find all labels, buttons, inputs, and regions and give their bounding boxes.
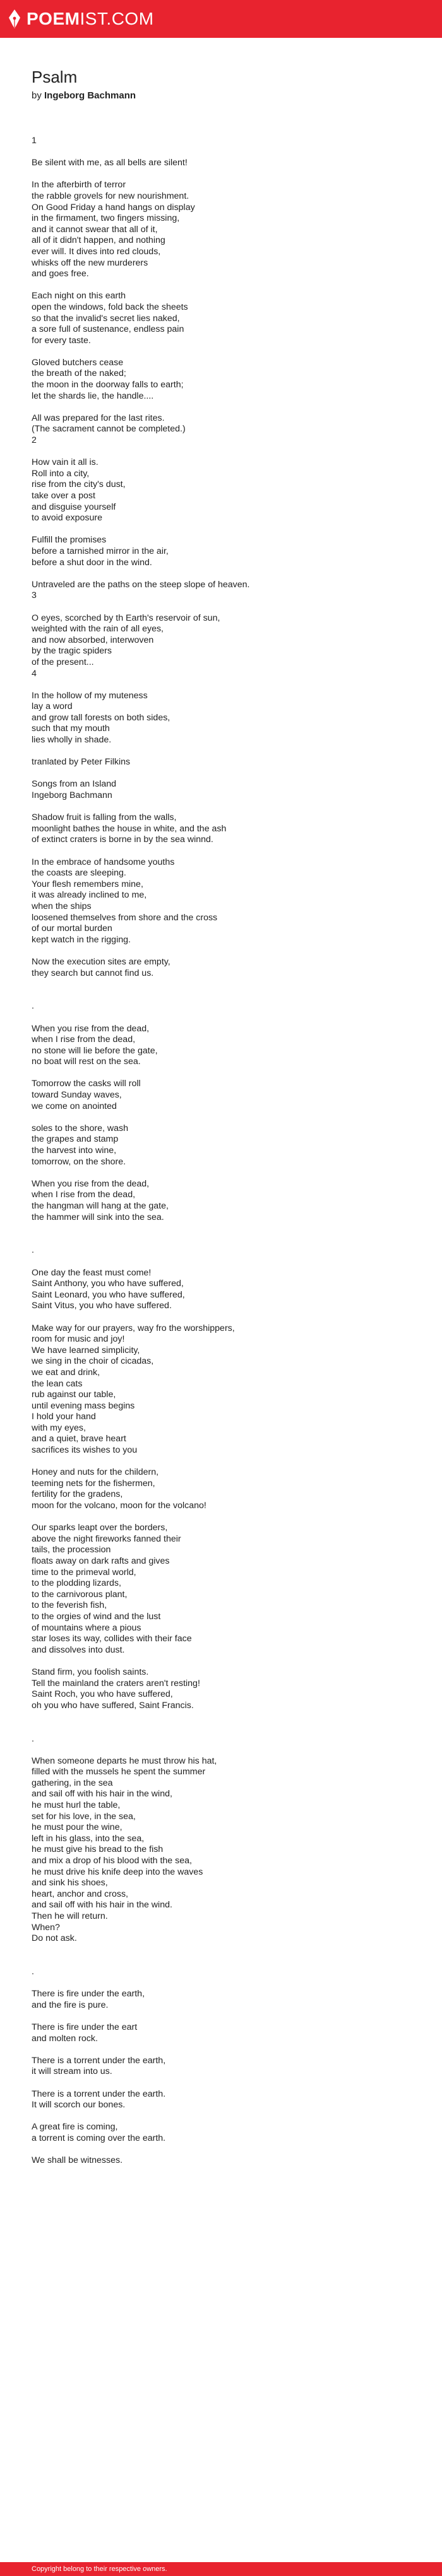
poem-line: lies wholly in shade. <box>32 735 112 746</box>
poem-line: and molten rock. <box>32 2033 98 2044</box>
poem-line: and dissolves into dust. <box>32 1644 125 1655</box>
poem-line: Saint Anthony, you who have suffered, <box>32 1279 184 1289</box>
poem-line: to the feverish fish, <box>32 1600 107 1611</box>
author-line <box>32 89 410 103</box>
poem-line <box>32 1456 410 1468</box>
poem-line: he must hurl the table, <box>32 1800 121 1811</box>
poem-line: When? <box>32 1922 60 1933</box>
poem-line: to the plodding lizards, <box>32 1578 121 1589</box>
logo-text-bold: POEM <box>27 9 80 28</box>
poem-line <box>32 2078 410 2089</box>
poem-line: Stand firm, you foolish saints. <box>32 1666 149 1677</box>
poem-line <box>32 147 410 158</box>
poem-line: tomorrow, on the shore. <box>32 1156 126 1167</box>
poem-line: and a quiet, brave heart <box>32 1434 126 1444</box>
poem-line: above the night fireworks fanned their <box>32 1533 181 1544</box>
poem-line: In the embrace of handsome youths <box>32 857 175 867</box>
poem-line <box>32 1168 410 1179</box>
poem-line <box>32 1223 410 1234</box>
poem-line: There is a torrent under the earth. <box>32 2088 166 2099</box>
poem-line: Your flesh remembers mine, <box>32 879 143 889</box>
poem-line <box>32 990 410 1002</box>
poem-line <box>32 280 410 291</box>
poem-line <box>32 169 410 180</box>
poem-line <box>32 524 410 536</box>
poem-line: lay a word <box>32 701 73 712</box>
poem-line <box>32 1711 410 1723</box>
poem-line: left in his glass, into the sea, <box>32 1833 145 1844</box>
poem-line <box>32 1978 410 1989</box>
poem-line: all of it didn't happen, and nothing <box>32 235 165 246</box>
poem-line: and sail off with his hair in the wind. <box>32 1900 172 1911</box>
poem-line: to avoid exposure <box>32 513 102 524</box>
poem-line: loosened themselves from shore and the cross <box>32 912 218 923</box>
poem-line: teeming nets for the fishermen, <box>32 1478 155 1489</box>
poem-line: It will scorch our bones. <box>32 2100 126 2111</box>
poem-line: rub against our table, <box>32 1390 116 1400</box>
poem-line: All was prepared for the last rites. <box>32 413 165 423</box>
poem-line: when I rise from the dead, <box>32 1034 136 1045</box>
poem-line: (The sacrament cannot be completed.) <box>32 424 186 435</box>
poem-line: oh you who have suffered, Saint Francis. <box>32 1700 194 1711</box>
poem-line: set for his love, in the sea, <box>32 1811 136 1822</box>
poem-line: and disguise yourself <box>32 501 116 512</box>
poem-line: 2 <box>32 435 37 446</box>
poem-line: the lean cats <box>32 1378 83 1389</box>
pen-nib-icon <box>8 9 21 29</box>
logo-text-light: IST.COM <box>80 9 154 28</box>
poem-line: When someone departs he must throw his hat, <box>32 1755 217 1766</box>
poem-line: he must drive his knife deep into the waves <box>32 1866 203 1877</box>
poem-line: Make way for our prayers, way fro the worshippers, <box>32 1323 235 1333</box>
poem-line: Ingeborg Bachmann <box>32 790 112 801</box>
poem-line: tails, the procession <box>32 1545 111 1555</box>
poem-line <box>32 1955 410 1967</box>
poem-line: before a shut door in the wind. <box>32 557 152 568</box>
poem-line: no boat will rest on the sea. <box>32 1057 141 1067</box>
poem-line: There is fire under the earth, <box>32 1989 145 1999</box>
poem-line <box>32 1112 410 1123</box>
poem-line <box>32 1745 410 1756</box>
poem-line: 1 <box>32 136 37 146</box>
poem-line <box>32 402 410 413</box>
poem-line: kept watch in the rigging. <box>32 934 131 945</box>
poem-line <box>32 1234 410 1246</box>
poem-line: before a tarnished mirror in the air, <box>32 546 169 556</box>
poem-line <box>32 1945 410 1956</box>
poem-line: Each night on this earth <box>32 291 126 302</box>
poem-line <box>32 1656 410 1667</box>
copyright-text: Copyright belong to their respective owners. <box>32 2565 167 2573</box>
poem-line: of the present... <box>32 657 94 667</box>
poem-line: On Good Friday a hand hangs on display <box>32 202 195 213</box>
poem-line: In the hollow of my muteness <box>32 690 148 701</box>
poem-line: until evening mass begins <box>32 1400 135 1411</box>
poem-line: . <box>32 1245 34 1256</box>
poem-line <box>32 568 410 580</box>
poem-line: . <box>32 1733 34 1744</box>
poem-line: Roll into a city, <box>32 468 90 479</box>
poem-line: toward Sunday waves, <box>32 1090 122 1101</box>
poem-line <box>32 1012 410 1024</box>
poem-line: moonlight bathes the house in white, and the ash <box>32 823 227 834</box>
poem-line <box>32 1312 410 1323</box>
poem-line <box>32 2111 410 2122</box>
poem-line: time to the primeval world, <box>32 1567 136 1578</box>
poem-line: There is a torrent under the earth, <box>32 2055 166 2066</box>
poem-line: it will stream into us. <box>32 2066 112 2077</box>
poem-line: We have learned simplicity, <box>32 1345 140 1355</box>
poem-line: I hold your hand <box>32 1412 96 1422</box>
poem-line: Tomorrow the casks will roll <box>32 1079 141 1089</box>
poem-line <box>32 846 410 857</box>
poem-line <box>32 2144 410 2155</box>
poem-line <box>32 768 410 780</box>
poem-line: There is fire under the eart <box>32 2022 138 2032</box>
poem-line: in the firmament, two fingers missing, <box>32 213 180 224</box>
poem-body <box>32 136 410 2167</box>
poem-line: gathering, in the sea <box>32 1777 113 1788</box>
site-footer <box>0 2562 442 2576</box>
poem-line: and mix a drop of his blood with the sea, <box>32 1856 192 1866</box>
poem-line <box>32 1723 410 1734</box>
poem-line: How vain it all is. <box>32 457 99 468</box>
site-logo[interactable] <box>8 9 154 29</box>
poem-line <box>32 346 410 358</box>
poem-line <box>32 946 410 957</box>
poem-line: for every taste. <box>32 335 91 346</box>
poem-line: when I rise from the dead, <box>32 1190 136 1200</box>
poem-line: filled with the mussels he spent the summer <box>32 1767 206 1777</box>
poem-line: by the tragic spiders <box>32 646 112 657</box>
poem-line <box>32 602 410 613</box>
poem-line: When you rise from the dead, <box>32 1178 150 1189</box>
poem-line: to the orgies of wind and the lust <box>32 1611 161 1622</box>
poem-line: Now the execution sites are empty, <box>32 956 170 967</box>
poem-line: Do not ask. <box>32 1933 77 1944</box>
poem-line: We shall be witnesses. <box>32 2155 123 2166</box>
poem-line: Untraveled are the paths on the steep slope of heaven. <box>32 579 250 590</box>
poem-line: so that the invalid's secret lies naked, <box>32 313 180 324</box>
poem-line: and now absorbed, interwoven <box>32 635 154 645</box>
poem-line: moon for the volcano, moon for the volcano! <box>32 1501 206 1511</box>
poem-line: to the carnivorous plant, <box>32 1589 128 1600</box>
poem-line: rise from the city's dust, <box>32 479 126 490</box>
poem-line: such that my mouth <box>32 723 110 734</box>
poem-line: A great fire is coming, <box>32 2122 118 2133</box>
poem-line: Saint Roch, you who have suffered, <box>32 1689 173 1700</box>
poem-line: . <box>32 1001 34 1012</box>
poem-line: Fulfill the promises <box>32 535 107 546</box>
poem-line: no stone will lie before the gate, <box>32 1045 158 1056</box>
poem-line: In the afterbirth of terror <box>32 180 126 190</box>
poem-line: weighted with the rain of all eyes, <box>32 624 164 635</box>
poem-line: a sore full of sustenance, endless pain <box>32 324 184 335</box>
poem-line: Saint Vitus, you who have suffered. <box>32 1301 172 1311</box>
poem-line <box>32 746 410 758</box>
poem-line <box>32 447 410 458</box>
poem-line: it was already inclined to me, <box>32 890 147 901</box>
poem-line: when the ships <box>32 901 92 911</box>
author-link[interactable]: Ingeborg Bachmann <box>44 90 136 101</box>
poem-line: take over a post <box>32 491 95 501</box>
poem-line <box>32 1068 410 1079</box>
poem-line: we sing in the choir of cicadas, <box>32 1356 154 1367</box>
poem-line: floats away on dark rafts and gives <box>32 1556 170 1566</box>
poem-line: of mountains where a pious <box>32 1622 141 1633</box>
poem-line <box>32 802 410 813</box>
poem-line <box>32 979 410 990</box>
poem-line: of our mortal burden <box>32 923 112 934</box>
poem-line: of extinct craters is borne in by the sea winnd. <box>32 834 213 845</box>
poem-line: they search but cannot find us. <box>32 968 154 978</box>
poem-line: let the shards lie, the handle.... <box>32 390 154 401</box>
poem-line: . <box>32 1966 34 1977</box>
poem-line: Be silent with me, as all bells are silent! <box>32 158 188 168</box>
poem-line: 3 <box>32 590 37 601</box>
poem-line: the breath of the naked; <box>32 368 126 379</box>
poem-line: we eat and drink, <box>32 1367 100 1378</box>
poem-line: Then he will return. <box>32 1911 108 1921</box>
poem-line: the hammer will sink into the sea. <box>32 1212 164 1222</box>
poem-line <box>32 2044 410 2056</box>
poem-line: soles to the shore, wash <box>32 1123 128 1133</box>
poem-line: a torrent is coming over the earth. <box>32 2133 166 2143</box>
poem-line: the coasts are sleeping. <box>32 868 126 879</box>
poem-line: ever will. It dives into red clouds, <box>32 246 161 257</box>
poem-article <box>32 66 410 2167</box>
poem-line: Tell the mainland the craters aren't resting! <box>32 1678 200 1689</box>
poem-line: the moon in the doorway falls to earth; <box>32 380 184 390</box>
poem-line: tranlated by Peter Filkins <box>32 757 131 768</box>
poem-line: and it cannot swear that all of it, <box>32 224 158 235</box>
poem-line <box>32 1256 410 1268</box>
poem-line: When you rise from the dead, <box>32 1023 150 1034</box>
logo-text <box>27 9 154 29</box>
poem-line: Songs from an Island <box>32 779 117 790</box>
poem-line: and grow tall forests on both sides, <box>32 712 170 723</box>
poem-line: and sail off with his hair in the wind, <box>32 1789 172 1800</box>
poem-line: fertility for the gradens, <box>32 1489 123 1500</box>
poem-line: we come on anointed <box>32 1101 117 1111</box>
by-label: by <box>32 90 42 101</box>
poem-line: and the fire is pure. <box>32 1999 109 2010</box>
poem-line: sacrifices its wishes to you <box>32 1445 138 1456</box>
poem-line: the grapes and stamp <box>32 1134 119 1145</box>
poem-line: Gloved butchers cease <box>32 357 124 368</box>
poem-line: with my eyes, <box>32 1422 86 1433</box>
poem-line: and sink his shoes, <box>32 1878 108 1888</box>
poem-line <box>32 1512 410 1523</box>
poem-line: One day the feast must come! <box>32 1267 152 1278</box>
poem-line: 4 <box>32 668 37 679</box>
poem-line: he must give his bread to the fish <box>32 1844 164 1855</box>
poem-line: the hangman will hang at the gate, <box>32 1201 169 1211</box>
poem-line: star loses its way, collides with their face <box>32 1634 192 1644</box>
poem-line: and goes free. <box>32 269 89 279</box>
poem-line <box>32 679 410 691</box>
poem-line: Saint Leonard, you who have suffered, <box>32 1289 185 1300</box>
poem-line: heart, anchor and cross, <box>32 1888 128 1899</box>
poem-line: room for music and joy! <box>32 1334 125 1345</box>
poem-line <box>32 2011 410 2022</box>
poem-line: the rabble grovels for new nourishment. <box>32 190 189 201</box>
poem-line: Our sparks leapt over the borders, <box>32 1523 168 1533</box>
site-header <box>0 0 442 38</box>
poem-line: the harvest into wine, <box>32 1145 117 1156</box>
poem-line: O eyes, scorched by th Earth's reservoir of sun, <box>32 612 220 623</box>
poem-title: Psalm <box>32 67 78 86</box>
poem-line: whisks off the new murderers <box>32 257 148 268</box>
poem-line: Honey and nuts for the childern, <box>32 1467 159 1478</box>
poem-line: open the windows, fold back the sheets <box>32 302 188 312</box>
poem-line: he must pour the wine, <box>32 1822 122 1833</box>
poem-line: Shadow fruit is falling from the walls, <box>32 812 177 823</box>
